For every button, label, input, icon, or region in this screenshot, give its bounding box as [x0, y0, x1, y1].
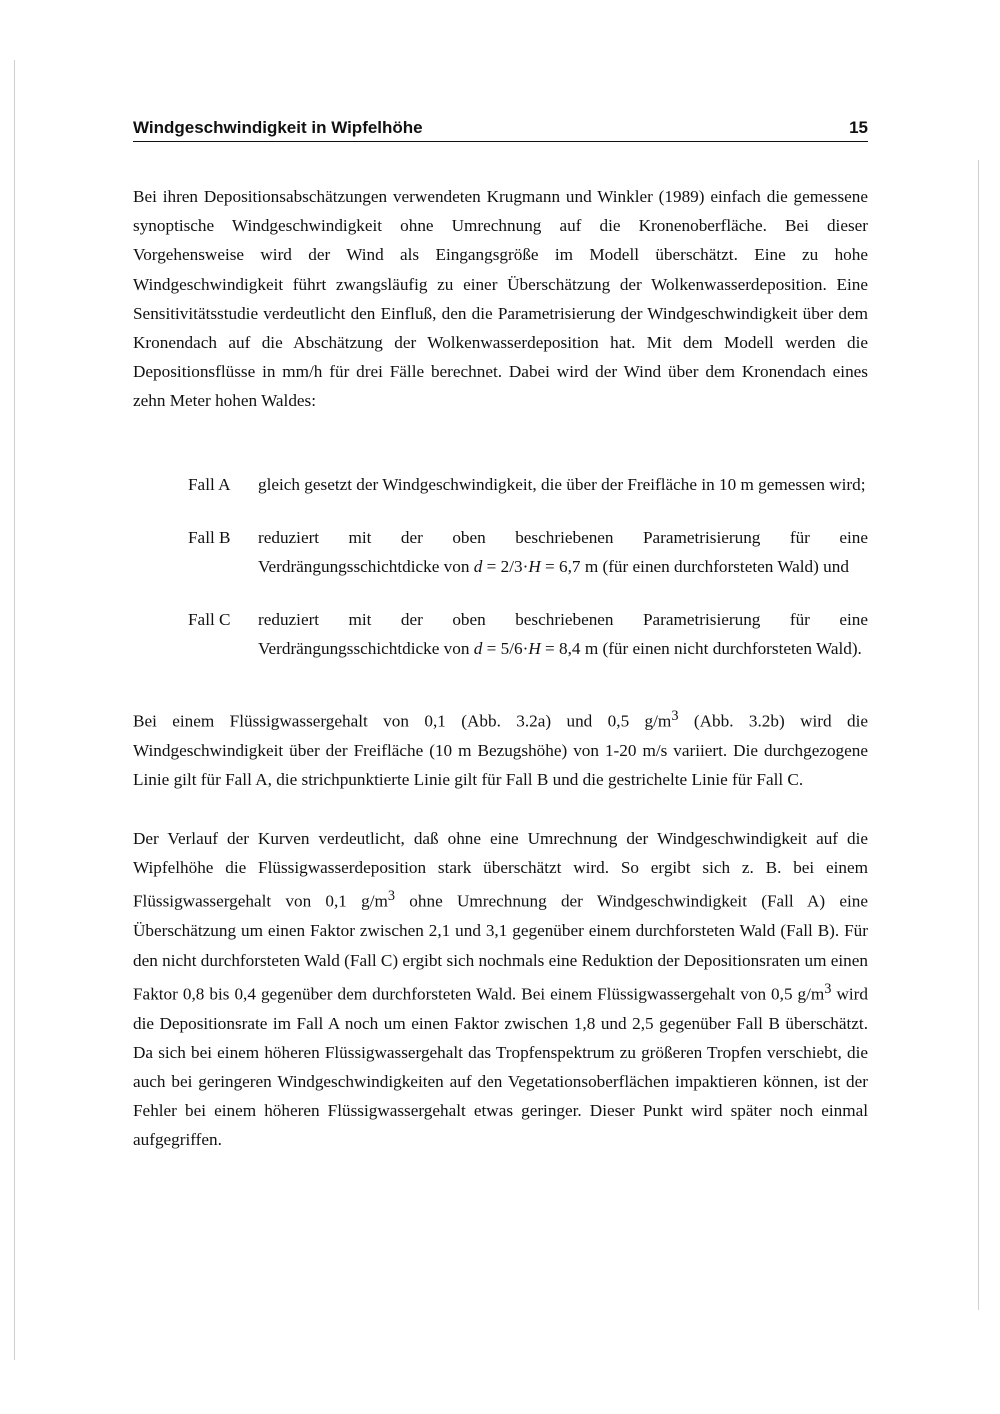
case-item-b	[188, 523, 868, 581]
superscript: 3	[824, 980, 832, 997]
superscript: 3	[671, 707, 679, 724]
case-item-c	[188, 605, 868, 663]
paragraph-discussion	[133, 824, 868, 1155]
case-text-before: reduziert mit der oben beschriebenen Parametrisierung für eine Verdrängungsschichtdicke von	[258, 527, 868, 577]
case-label: Fall B	[188, 527, 231, 547]
case-label: Fall C	[188, 610, 231, 630]
paragraph-text: (Abb. 3.2b) wird die Windgeschwindigkeit über der Freifläche (10 m Bezugshöhe) von 1-20 m/s variiert. Die durchgezogene Linie gilt für Fall A, die strichpunktierte Linie gilt für Fall B und die gestrichelte Linie für Fall C.	[133, 711, 869, 789]
paragraph-text: wird die Depositionsrate im Fall A noch um einen Faktor zwischen 1,8 und 2,5 gegenüber Fall B überschätzt. Da sich bei einem höheren Flüssigwassergehalt das Tropfenspektrum zu größeren Tropfen verschiebt, die auch bei geringeren Windgeschwindigkeiten auf den Vegetationsoberflächen impaktieren können, ist der Fehler bei einem höheren Flüssigwassergehalt etwas geringer. Dieser Punkt wird später noch einmal aufgegriffen.	[133, 984, 868, 1150]
paragraph-intro: Bei ihren Depositionsabschätzungen verwendeten Krugmann und Winkler (1989) einfach die gemessene synoptische Windgeschwindigkeit ohne Umrechnung auf die Kronenoberfläche. Bei dieser Vorgehensweise wird der Wind als Eingangsgröße im Modell überschätzt. Eine zu hohe Windgeschwindigkeit führt zwangsläufig zu einer Überschätzung der Wolkenwasserdeposition. Eine Sensitivitätsstudie verdeutlicht den Einfluß, den die Parametrisierung der Windgeschwindigkeit über dem Kronendach auf die Abschätzung der Wolkenwasserdeposition hat. Mit dem Modell werden die Depositionsflüsse in mm/h für drei Fälle berechnet. Dabei wird der Wind über dem Kronendach eines zehn Meter hohen Waldes:	[133, 187, 868, 411]
formula-ratio: = 2/3·	[482, 557, 529, 577]
case-item-a	[188, 470, 868, 499]
case-text	[258, 523, 868, 581]
case-text-after: = 8,4 m (für einen nicht durchforsteten Wald).	[540, 639, 862, 659]
formula-variable-d: d	[473, 557, 483, 577]
paragraph-text: Der Verlauf der Kurven verdeutlicht, daß ohne eine Umrechnung der Windgeschwindigkeit auf die Wipfelhöhe die Flüssigwasserdeposition stark überschätzt wird. So ergibt sich z. B. bei einem Flüssigwassergehalt von 0,1 g/m	[133, 828, 868, 912]
case-label: Fall A	[188, 474, 231, 494]
case-list	[133, 470, 868, 664]
formula-variable-h: H	[528, 557, 541, 577]
paragraph-variation	[133, 702, 868, 794]
page-number: 15	[849, 118, 868, 137]
document-page	[133, 118, 868, 1155]
paragraph-text: ohne Umrechnung der Windgeschwindigkeit (Fall A) eine Überschätzung um einen Faktor zwischen 2,1 und 3,1 gegenüber einem durchforsteten Wald (Fall B). Für den nicht durchforsteten Wald (Fall C) ergibt sich nochmals eine Reduktion der Depositionsraten um einen Faktor 0,8 bis 0,4 gegenüber dem durchforsteten Wald. Bei einem Flüssigwassergehalt von 0,5 g/m	[133, 892, 868, 1004]
scan-edge-right	[978, 160, 979, 1310]
formula-variable-h: H	[528, 639, 541, 659]
paragraph-text: Bei einem Flüssigwassergehalt von 0,1 (Abb. 3.2a) und 0,5 g/m	[133, 711, 672, 731]
case-text	[258, 605, 868, 663]
section-title: Windgeschwindigkeit in Wipfelhöhe	[133, 118, 423, 137]
case-text-after: = 6,7 m (für einen durchforsteten Wald) und	[540, 557, 849, 577]
case-text-before: reduziert mit der oben beschriebenen Parametrisierung für eine Verdrängungsschichtdicke von	[258, 610, 868, 659]
superscript: 3	[387, 888, 396, 905]
scan-edge-left	[14, 60, 15, 1360]
running-header	[133, 118, 868, 142]
formula-ratio: = 5/6·	[482, 639, 529, 659]
formula-variable-d: d	[473, 639, 483, 659]
case-text: gleich gesetzt der Windgeschwindigkeit, die über der Freifläche in 10 m gemessen wird;	[258, 474, 866, 494]
